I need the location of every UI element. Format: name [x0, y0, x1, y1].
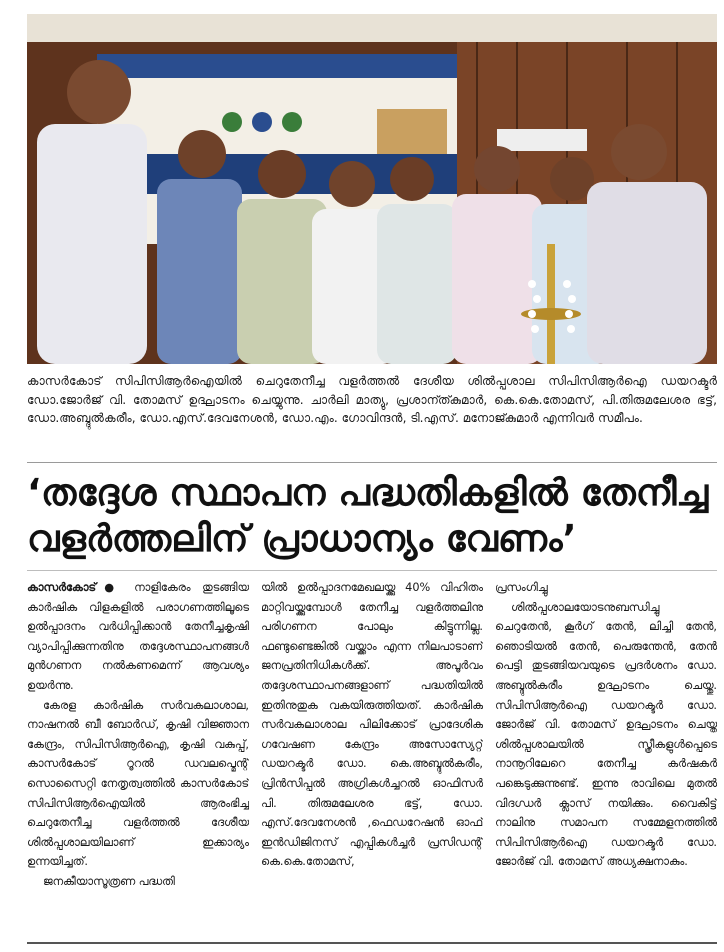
paragraph: ശിൽപ്പശാലയോടനുബന്ധിച്ചു ചെറുതേൻ, കൂർഗ് തേൻ, ലിച്ചി തേൻ, ഞൊടിയൽ തേൻ, പെരുന്തേൻ, തേൻ പെട്ടി തുടങ്ങിയവയുടെ പ്രദർശനം ഡോ. അബ്ദുൽകരീം ഉദ്ഘാടനം ചെയ്തു. സിപിസിആർഐ ഡയറക്ടർ ഡോ. ജോർജ് വി. തോമസ് ഉദ്ഘാടനം ചെയ്ത ശിൽപ്പശാലയിൽ സ്ത്രീകളുൾപ്പെടെ നാനൂറിലേറെ തേനീച്ച കർഷകർ പങ്കെടുക്കുന്നുണ്ട്. ഇന്നു രാവിലെ മുതൽ വിദഗ്ധർ ക്ലാസ് നയിക്കും. വൈകിട്ട് നാലിനു സമാപന സമ്മേളനത്തിൽ സിപിസിആർഐ ഡയറക്ടർ ഡോ. ജോർജ് വി. തോമസ് അധ്യക്ഷനാകും.: [495, 600, 717, 869]
divider: [27, 942, 717, 944]
article-column-2: [261, 578, 483, 928]
news-photo: [27, 14, 717, 364]
article-column-1: [27, 578, 249, 928]
headline-line-2: വളർത്തലിന് പ്രാധാന്യം വേണം’: [27, 517, 577, 560]
paragraph: പ്രസംഗിച്ചു: [495, 581, 548, 594]
caption-text: കാസർകോട് സിപിസിആർഐയിൽ ചെറുതേനീച്ച വളർത്തൽ ദേശീയ ശിൽപ്പശാല സിപിസിആർഐ ഡയറക്ടർ ഡോ.ജോർജ് വി. തോമസ് ഉദ്ഘാടനം ചെയ്യുന്നു. ചാർലി മാത്യു, പ്രശാന്ത്കുമാർ, കെ.കെ.തോമസ്, പി.തിരുമലേശര ഭട്ട്, ഡോ.അബ്ദുൽകരീം, ഡോ.എസ്.ദേവനേശൻ, ഡോ.എം. ഗോവിന്ദൻ, ടി.എസ്. മനോജ്കുമാർ എന്നിവർ സമീപം.: [27, 374, 717, 425]
paragraph-text: നാളികേരം തുടങ്ങിയ കാർഷിക വിളകളിൽ പരാഗണത്തിലൂടെ ഉൽപ്പാദനം വർധിപ്പിക്കാൻ തേനീച്ചകൃഷി വ്യാപിപ്പിക്കുന്നതിനു തദ്ദേശസ്ഥാപനങ്ങൾ മുൻഗണന നൽകണമെന്ന് ആവശ്യം ഉയർന്നു.: [27, 581, 249, 692]
headline-line-1: ‘തദ്ദേശ സ്ഥാപന പദ്ധതികളിൽ തേനീച്ച: [27, 471, 709, 514]
article-body: [27, 578, 717, 928]
dateline: കാസർകോട്●: [27, 581, 123, 594]
divider: [27, 570, 717, 571]
paragraph: ജനകീയാസൂത്രണ പദ്ധതി: [43, 874, 175, 888]
photo-caption: [27, 372, 717, 428]
oil-lamp: [547, 244, 555, 364]
paragraph: കേരള കാർഷിക സർവകലാശാല, നാഷനൽ ബീ ബോർഡ്, കൃഷി വിജ്ഞാന കേന്ദ്രം, സിപിസിആർഐ, കൃഷി വകുപ്പ്, കാസർകോട് റൂറൽ ഡവലപ്മെന്റ് സൊസൈറ്റി നേതൃത്വത്തിൽ കാസർകോട് സിപിസിആർഐയിൽ ആരംഭിച്ച ചെറുതേനീച്ച വളർത്തൽ ദേശീയ ശിൽപ്പശാലയിലാണ് ഇക്കാര്യം ഉന്നയിച്ചത്.: [27, 698, 249, 869]
paragraph: യിൽ ഉൽപ്പാദനമേഖലയ്ക്കു 40% വിഹിതം മാറ്റിവയ്ക്കുമ്പോൾ തേനീച്ച വളർത്തലിനു പരിഗണന പോലും കിട്ടുന്നില്ല. ഫണ്ടുണ്ടെങ്കിൽ വയ്ക്കാം എന്ന നിലപാടാണ് ജനപ്രതിനിധികൾക്ക്. അപൂർവം തദ്ദേശസ്ഥാപനങ്ങളാണ് പദ്ധതിയിൽ ഇതിനുതുക വകയിരുത്തിയത്. കാർഷിക സർവകലാശാല പിലിക്കോട് പ്രാദേശിക ഗവേഷണ കേന്ദ്രം അസോസ്യേറ്റ് ഡയറക്ടർ ഡോ. കെ.അബ്ദുൽകരീം, പ്രിൻസിപ്പൽ അഗ്രികൾച്ചറൽ ഓഫിസർ പി. തിരുമലേശര ഭട്ട്, ഡോ. എസ്.ദേവനേശൻ ,ഫെഡറേഷൻ ഓഫ് ഇൻഡിജിനസ് എപ്പികൾച്ചർ പ്രസിഡന്റ് കെ.കെ.തോമസ്,: [261, 581, 483, 869]
article-column-3: [495, 578, 717, 928]
divider: [27, 462, 717, 463]
paragraph: [27, 578, 249, 696]
headline: [27, 470, 717, 562]
